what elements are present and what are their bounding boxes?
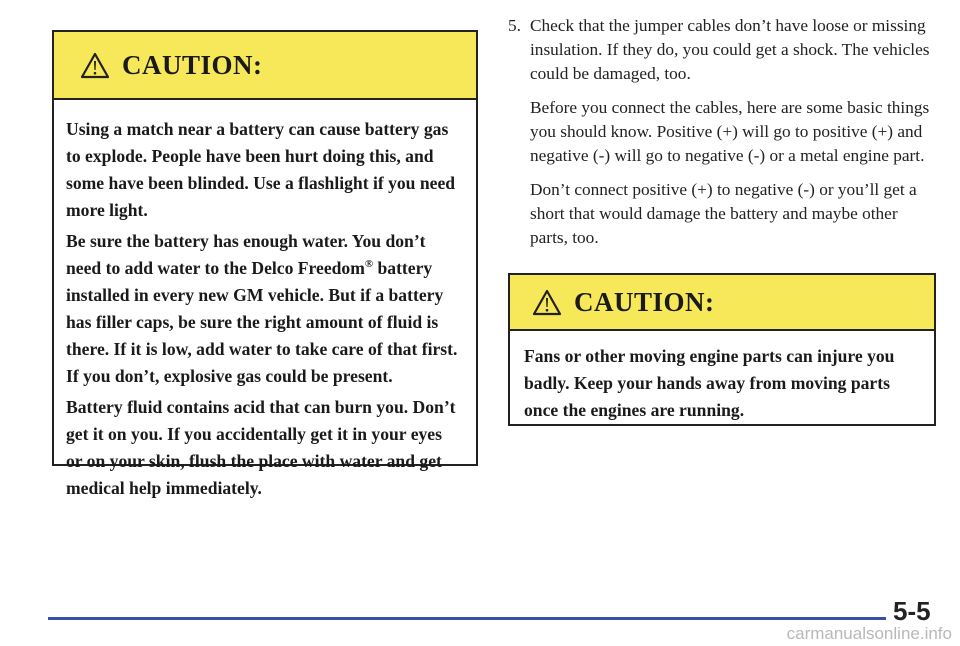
step-number: 5. (508, 16, 521, 35)
footer-rule (48, 617, 886, 620)
warning-triangle-icon (80, 52, 110, 79)
watermark: carmanualsonline.info (786, 624, 952, 643)
step-item (508, 14, 938, 86)
page-number: 5-5 (893, 596, 931, 626)
caution-paragraph-match: Using a match near a battery can cause battery gas to explode. People have been hurt doing this, and some have been blinded. Use a flashlight if you need more light. (66, 119, 456, 220)
caution-paragraph-water (66, 228, 458, 390)
caution-paragraph-fans: Fans or other moving engine parts can injure you badly. Keep your hands away from moving parts once the engines are running. (524, 346, 895, 420)
caution-paragraph-water-part1: Be sure the battery has enough water. You don’t need to add water to the Delco Freedom (66, 231, 426, 278)
paragraph-short-circuit: Don’t connect positive (+) to negative (-) or you’ll get a short that would damage the battery and maybe other parts, too. (530, 180, 917, 247)
step-text: Check that the jumper cables don’t have loose or missing insulation. If they do, you could get a shock. The vehicles could be damaged, too. (530, 16, 930, 83)
caution-box-battery-match (52, 30, 478, 498)
caution-box-moving-parts (508, 273, 936, 426)
caution-paragraph-acid: Battery fluid contains acid that can burn you. Don’t get it on you. If you accidentally get it in your eyes or on your skin, flush the place with water and get medical help immediately. (66, 397, 456, 498)
caution-header (510, 275, 934, 331)
caution-body (54, 100, 476, 502)
caution-header (54, 32, 476, 100)
caution-title: CAUTION: (122, 49, 263, 80)
warning-triangle-icon (532, 289, 562, 316)
paragraph-basics: Before you connect the cables, here are some basic things you should know. Positive (+) will go to positive (+) and negative (-) will go to negative (-) or a metal engine part. (530, 98, 930, 165)
caution-title: CAUTION: (574, 286, 715, 317)
caution-paragraph-water-part2: battery installed in every new GM vehicle. But if a battery has filler caps, be sure the right amount of fluid is there. If it is low, add water to take care of that first. If you don’t, explosive gas could be present. (66, 258, 458, 386)
caution-body (510, 331, 934, 424)
registered-trademark: ® (364, 258, 374, 271)
instructions-column (508, 14, 938, 250)
